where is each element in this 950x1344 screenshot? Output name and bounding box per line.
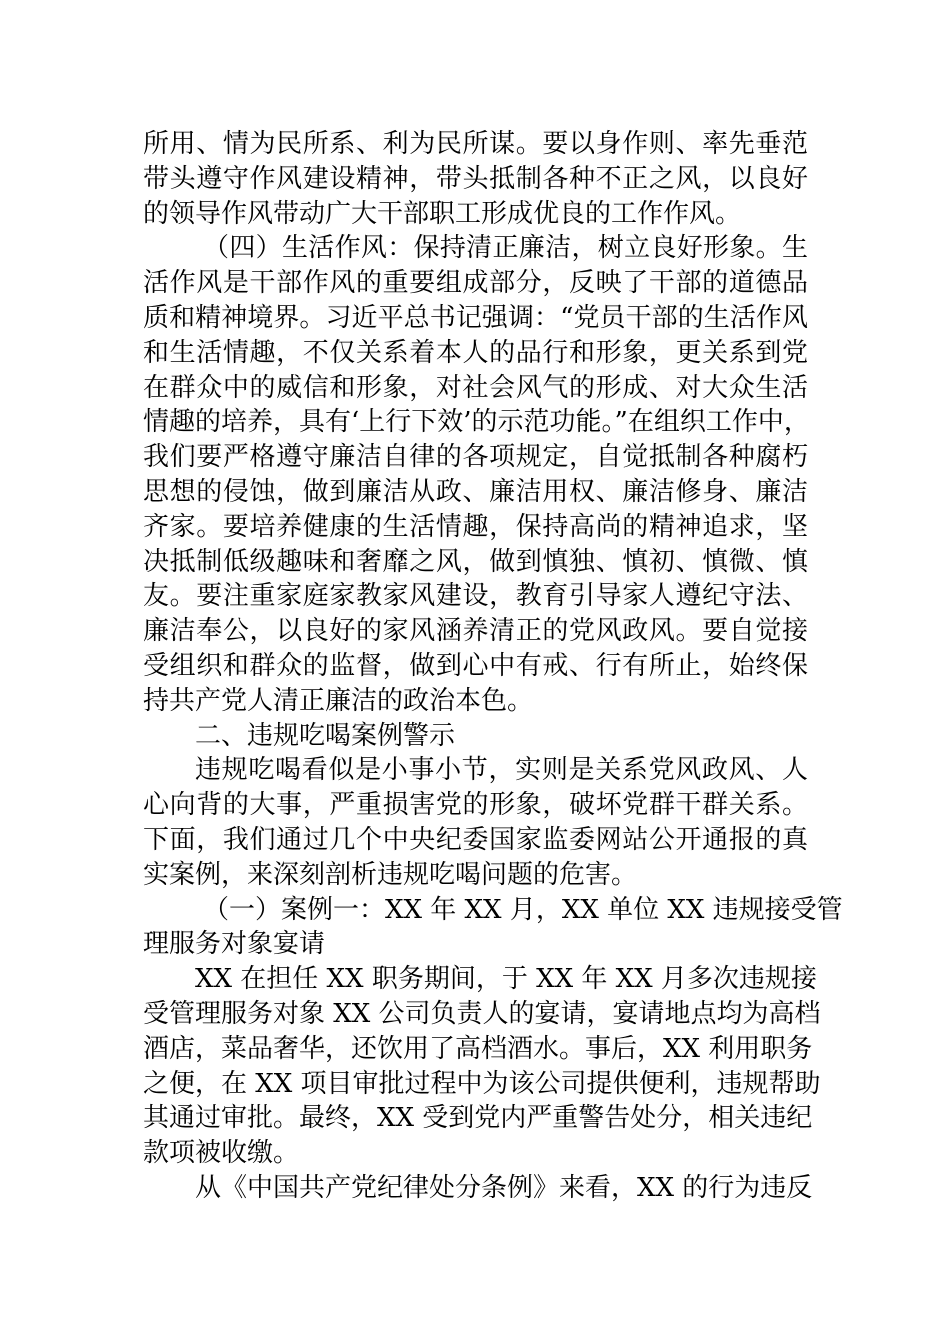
section-heading: 二、违规吃喝案例警示: [195, 720, 456, 751]
paragraph-line: 违规吃喝看似是小事小节，实则是关系党风政风、人: [195, 755, 808, 786]
paragraph-line: 之便，在 XX 项目审批过程中为该公司提供便利，违规帮助: [143, 1068, 821, 1099]
paragraph-line: 款项被收缴。: [143, 1138, 300, 1169]
paragraph-line: 持共产党人清正廉洁的政治本色。: [143, 685, 534, 716]
paragraph-line: （四）生活作风：保持清正廉洁，树立良好形象。生: [203, 233, 808, 264]
paragraph-line: 和生活情趣，不仅关系着本人的品行和形象，更关系到党: [143, 337, 808, 368]
paragraph-line: 友。要注重家庭家教家风建设，教育引导家人遵纪守法、: [143, 581, 808, 612]
paragraph-line: 的领导作风带动广大干部职工形成优良的工作作风。: [143, 198, 742, 229]
paragraph-line: 受组织和群众的监督，做到心中有戒、行有所止，始终保: [143, 650, 808, 681]
paragraph-line: 思想的侵蚀，做到廉洁从政、廉洁用权、廉洁修身、廉洁: [143, 476, 808, 507]
document-body: [143, 127, 843, 1206]
paragraph-line: 情趣的培养，具有‘上行下效’的示范功能。”在组织工作中，: [143, 407, 810, 438]
paragraph-line: 我们要严格遵守廉洁自律的各项规定，自觉抵制各种腐朽: [143, 442, 808, 473]
paragraph-line: 心向背的大事，严重损害党的形象，破坏党群干群关系。: [143, 790, 808, 821]
paragraph-line: 齐家。要培养健康的生活情趣，保持高尚的精神追求，坚: [143, 511, 808, 542]
paragraph-line: 活作风是干部作风的重要组成部分，反映了干部的道德品: [143, 268, 808, 299]
paragraph-line: 决抵制低级趣味和奢靡之风，做到慎独、慎初、慎微、慎: [143, 546, 808, 577]
paragraph-line: XX 在担任 XX 职务期间，于 XX 年 XX 月多次违规接: [195, 964, 817, 995]
paragraph-line: 质和精神境界。习近平总书记强调：“党员干部的生活作风: [143, 302, 808, 333]
paragraph-line: 在群众中的威信和形象，对社会风气的形成、对大众生活: [143, 372, 808, 403]
paragraph-line: 实案例，来深刻剖析违规吃喝问题的危害。: [143, 859, 638, 890]
subsection-heading: 理服务对象宴请: [143, 929, 326, 960]
paragraph-line: 酒店，菜品奢华，还饮用了高档酒水。事后，XX 利用职务: [143, 1033, 813, 1064]
paragraph-line: 受管理服务对象 XX 公司负责人的宴请，宴请地点均为高档: [143, 998, 821, 1029]
paragraph-line: 所用、情为民所系、利为民所谋。要以身作则、率先垂范: [143, 129, 808, 159]
paragraph-line: 下面，我们通过几个中央纪委国家监委网站公开通报的真: [143, 824, 808, 855]
paragraph-line: 其通过审批。最终，XX 受到党内严重警告处分，相关违纪: [143, 1103, 813, 1134]
paragraph-line: 带头遵守作风建设精神，带头抵制各种不正之风，以良好: [143, 163, 808, 194]
paragraph-line: 廉洁奉公，以良好的家风涵养清正的党风政风。要自觉接: [143, 616, 808, 647]
subsection-heading: （一）案例一：XX 年 XX 月，XX 单位 XX 违规接受管: [203, 894, 843, 925]
paragraph-line: 从《中国共产党纪律处分条例》来看，XX 的行为违反: [195, 1172, 813, 1203]
